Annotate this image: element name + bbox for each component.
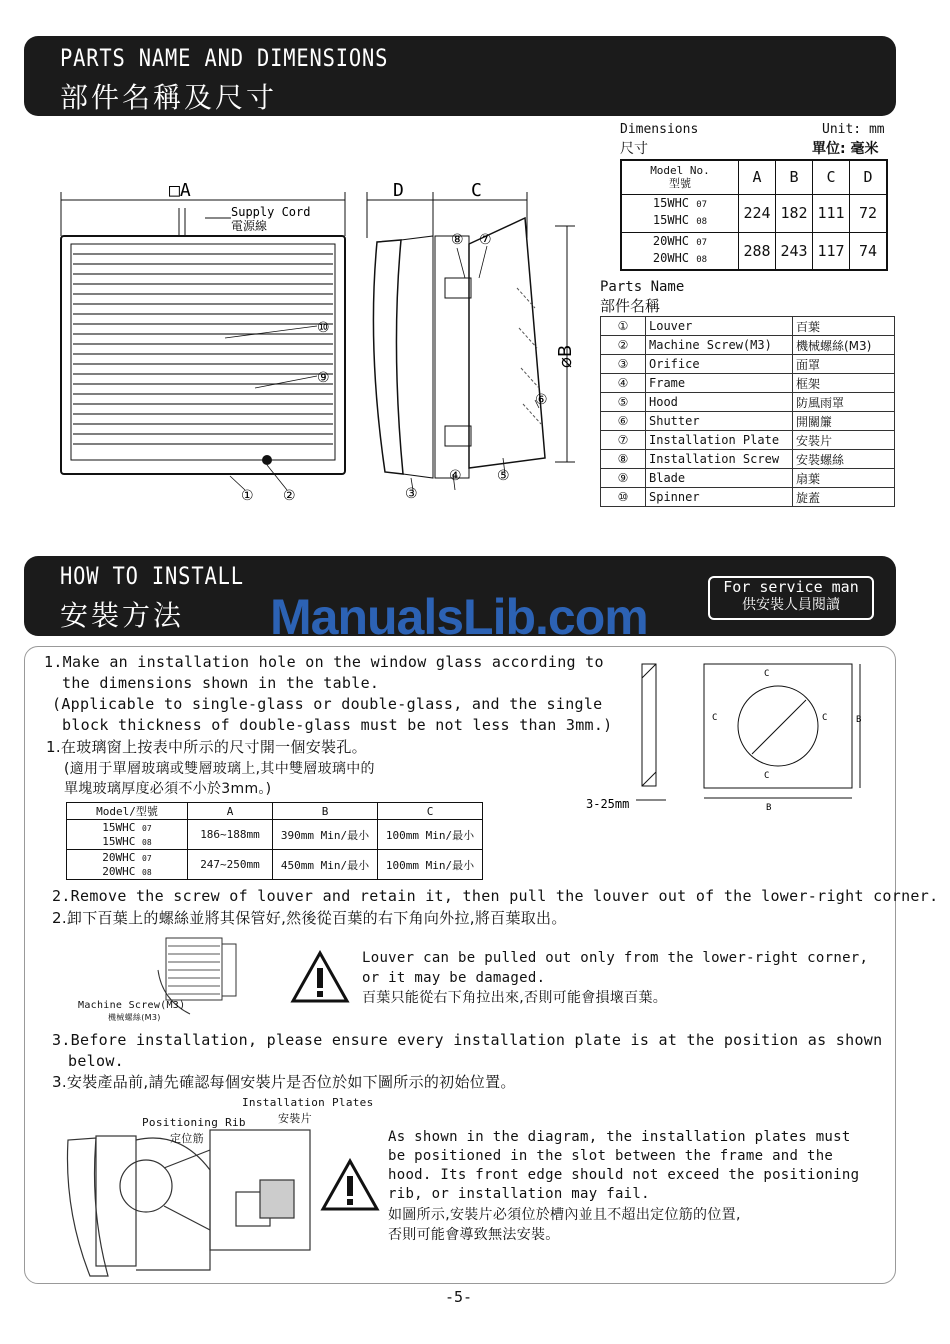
part-name-zh: 扇葉 [793, 469, 895, 488]
step1-zh-2: (適用于單層玻璃或雙層玻璃上,其中雙層玻璃中的 [64, 761, 375, 777]
installation-plates-label-zh: 安裝片 [278, 1112, 312, 1125]
part-name-en: Orifice [646, 355, 793, 374]
part-name-zh: 防風雨罩 [793, 393, 895, 412]
part-name-zh: 安裝螺絲 [793, 450, 895, 469]
hole-c-label: C [764, 669, 770, 679]
part-number: ② [601, 336, 646, 355]
value-cell: 450mm Min/最小 [273, 850, 378, 880]
header-c: C [378, 803, 483, 820]
value-cell: 100mm Min/最小 [378, 850, 483, 880]
part-name-zh: 安裝片 [793, 431, 895, 450]
value-cell: 182 [776, 194, 813, 232]
part-name-zh: 開關簾 [793, 412, 895, 431]
callout-7: ⑦ [479, 232, 492, 248]
parts-title-en: Parts Name [600, 279, 685, 295]
step3-warning-zh-1: 如圖所示,安裝片必須位於槽內並且不超出定位筋的位置, [388, 1207, 741, 1223]
part-name-zh: 百葉 [793, 317, 895, 336]
callout-5: ⑤ [497, 468, 510, 484]
dimensions-title-en: Dimensions [620, 122, 699, 137]
table-row [601, 469, 895, 488]
table-row [601, 431, 895, 450]
service-man-badge [708, 576, 874, 620]
dim-c-label: C [471, 180, 482, 201]
hole-c-label: C [764, 771, 770, 781]
machine-screw-label-zh: 機械螺絲(M3) [108, 1013, 161, 1022]
step1-en-4: block thickness of double-glass must be not less than 3mm.) [62, 716, 613, 734]
warning-icon [320, 1158, 380, 1212]
table-row [601, 355, 895, 374]
model-name: 20WHC [102, 850, 136, 864]
step3-en-1: 3.Before installation, please ensure every installation plate is at the position as shown [52, 1031, 883, 1049]
model-suffix: 08 [142, 837, 152, 847]
glass-thickness-label: 3-25mm [586, 797, 630, 811]
model-suffix: 08 [696, 217, 708, 227]
step1-zh-3: 單塊玻璃厚度必須不小於3mm。) [64, 781, 272, 797]
step3-warning-en-4: rib, or installation may fail. [388, 1186, 650, 1202]
model-name: 20WHC [652, 233, 690, 248]
model-suffix: 07 [696, 200, 708, 210]
service-label-zh: 供安裝人員閱讀 [742, 597, 840, 613]
dim-a-label: □A [169, 180, 191, 201]
dimensions-title-zh: 尺寸 [620, 141, 648, 157]
table-row [601, 393, 895, 412]
part-number: ④ [601, 374, 646, 393]
step3-en-2: below. [68, 1052, 124, 1070]
step1-en-2: the dimensions shown in the table. [62, 674, 380, 692]
table-row [621, 232, 887, 270]
dim-d-label: D [393, 180, 404, 201]
machine-screw-label: Machine Screw(M3) [78, 1000, 186, 1011]
step3-warning-en-1: As shown in the diagram, the installation plates must [388, 1129, 851, 1145]
table-row [601, 412, 895, 431]
warning-icon [290, 950, 350, 1004]
model-name: 15WHC [652, 196, 690, 210]
callout-8: ⑧ [451, 232, 464, 248]
model-suffix: 07 [696, 237, 708, 248]
part-name-zh: 旋蓋 [793, 488, 895, 507]
part-number: ⑦ [601, 431, 646, 450]
model-suffix: 07 [142, 823, 152, 833]
header-c: C [813, 160, 850, 194]
callout-6: ⑥ [535, 392, 548, 408]
page-number: -5- [445, 1288, 473, 1306]
model-name: 20WHC [652, 250, 690, 265]
part-name-en: Machine Screw(M3) [646, 336, 793, 355]
model-name: 15WHC [102, 834, 136, 848]
section-title-zh: 部件名稱及尺寸 [60, 81, 278, 114]
callout-9: ⑨ [317, 370, 330, 386]
section-title-zh: 安裝方法 [60, 599, 185, 632]
value-cell: 224 [739, 194, 776, 232]
value-cell: 74 [850, 232, 888, 270]
value-cell: 111 [813, 194, 850, 232]
part-name-en: Installation Screw [646, 450, 793, 469]
positioning-rib-label: Positioning Rib [142, 1116, 246, 1129]
step2-warning-en-1: Louver can be pulled out only from the lower-right corner, [362, 950, 869, 966]
model-header: Model No. [650, 164, 710, 178]
hole-b-label: B [856, 715, 862, 725]
dimensions-table [620, 159, 888, 271]
value-cell: 288 [739, 232, 776, 270]
part-name-en: Frame [646, 374, 793, 393]
dimensions-unit-zh: 單位: 毫米 [812, 141, 879, 157]
section-title-en: HOW TO INSTALL [60, 562, 244, 590]
callout-4: ④ [449, 468, 462, 484]
supply-cord-label: Supply Cord [231, 205, 311, 219]
model-suffix: 07 [142, 853, 152, 863]
table-row [601, 450, 895, 469]
value-cell: 186~188mm [188, 820, 273, 850]
callout-3: ③ [405, 486, 418, 502]
model-header: Model/型號 [67, 803, 188, 820]
callout-2: ② [283, 488, 296, 504]
hole-size-table [66, 802, 483, 880]
table-row [67, 820, 483, 850]
header-b: B [273, 803, 378, 820]
part-number: ⑧ [601, 450, 646, 469]
step3-warning-en-2: be positioned in the slot between the frame and the [388, 1148, 834, 1164]
part-name-en: Spinner [646, 488, 793, 507]
value-cell: 390mm Min/最小 [273, 820, 378, 850]
part-number: ⑩ [601, 488, 646, 507]
parts-title-zh: 部件名稱 [600, 297, 661, 315]
section-banner-parts [24, 36, 896, 116]
hole-c-label: C [712, 713, 718, 723]
hole-b-label: B [766, 803, 772, 813]
value-cell: 117 [813, 232, 850, 270]
part-number: ③ [601, 355, 646, 374]
step2-en: 2.Remove the screw of louver and retain it, then pull the louver out of the lower-right corner. [52, 887, 939, 905]
header-d: D [850, 160, 888, 194]
glass-hole-diagram [580, 658, 880, 818]
step1-zh-1: 1.在玻璃窗上按表中所示的尺寸開一個安裝孔。 [46, 738, 367, 756]
part-name-zh: 框架 [793, 374, 895, 393]
hole-c-label: C [822, 713, 828, 723]
step1-en-3: (Applicable to single-glass or double-glass, and the single [52, 695, 603, 713]
table-row [601, 336, 895, 355]
part-name-en: Blade [646, 469, 793, 488]
fan-diagram [55, 178, 595, 508]
model-name: 15WHC [652, 213, 690, 227]
watermark: ManualsLib.com [270, 589, 648, 645]
header-b: B [776, 160, 813, 194]
table-row [601, 317, 895, 336]
part-number: ① [601, 317, 646, 336]
value-cell: 247~250mm [188, 850, 273, 880]
supply-cord-label-zh: 電源線 [231, 219, 268, 233]
step3-zh: 3.安裝產品前,請先確認每個安裝片是否位於如下圖所示的初始位置。 [52, 1073, 516, 1091]
model-name: 15WHC [102, 820, 136, 834]
step2-warning-zh: 百葉只能從右下角拉出來,否則可能會損壞百葉。 [362, 990, 668, 1006]
section-title-en: PARTS NAME AND DIMENSIONS [60, 44, 389, 72]
part-name-en: Louver [646, 317, 793, 336]
header-a: A [739, 160, 776, 194]
table-row [67, 850, 483, 880]
step3-warning-en-3: hood. Its front edge should not exceed the positioning [388, 1167, 860, 1183]
model-name: 20WHC [102, 864, 136, 878]
part-number: ⑤ [601, 393, 646, 412]
model-suffix: 08 [696, 254, 708, 265]
part-name-en: Installation Plate [646, 431, 793, 450]
part-name-zh: 機械螺絲(M3) [793, 336, 895, 355]
step1-en-1: 1.Make an installation hole on the window glass according to [44, 653, 604, 671]
part-number: ⑨ [601, 469, 646, 488]
header-a: A [188, 803, 273, 820]
part-number: ⑥ [601, 412, 646, 431]
value-cell: 243 [776, 232, 813, 270]
service-label-en: For service man [723, 578, 859, 596]
parts-table [600, 316, 895, 507]
model-suffix: 08 [142, 867, 152, 877]
part-name-en: Shutter [646, 412, 793, 431]
callout-10: ⑩ [317, 320, 330, 336]
callout-1: ① [241, 488, 254, 504]
positioning-rib-label-zh: 定位筋 [170, 1132, 204, 1145]
part-name-zh: 面罩 [793, 355, 895, 374]
step3-warning-zh-2: 否則可能會導致無法安裝。 [388, 1227, 560, 1243]
installation-plates-label: Installation Plates [242, 1096, 374, 1109]
table-row [601, 374, 895, 393]
table-row [621, 194, 887, 232]
value-cell: 72 [850, 194, 888, 232]
dim-b-label: ⌀B [555, 344, 576, 368]
part-name-en: Hood [646, 393, 793, 412]
dimensions-unit-en: Unit: mm [822, 122, 885, 137]
table-row [601, 488, 895, 507]
model-header-zh: 型號 [669, 177, 691, 191]
step2-zh: 2.卸下百葉上的螺絲並將其保管好,然後從百葉的右下角向外拉,將百葉取出。 [52, 909, 567, 927]
step2-warning-en-2: or it may be damaged. [362, 970, 546, 986]
value-cell: 100mm Min/最小 [378, 820, 483, 850]
